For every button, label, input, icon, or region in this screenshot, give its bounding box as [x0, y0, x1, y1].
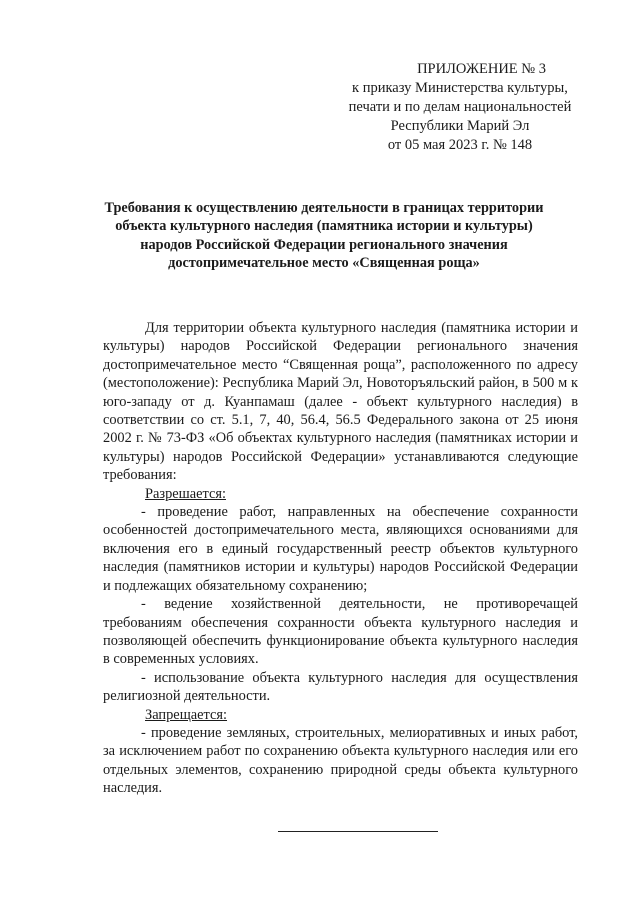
- appendix-order-date: от 05 мая 2023 г. № 148: [387, 137, 533, 153]
- allowed-heading: Разрешается:: [145, 485, 226, 502]
- document-body: [103, 319, 578, 798]
- title-line-1: Требования к осуществлению деятельности в границах территории: [104, 200, 544, 216]
- appendix-number: ПРИЛОЖЕНИЕ № 3: [417, 61, 546, 77]
- allowed-item: - ведение хозяйственной деятельности, не противоречащей требованиям обеспечения сохранности объекта культурного наследия и позволяющей обеспечить функционирование объекта культурного наследия в современных условиях.: [103, 596, 578, 668]
- prohibited-item: - проведение земляных, строительных, мелиоративных и иных работ, за исключением работ по сохранению объекта культурного наследия или его отдельных элементов, сохранению природной среды объекта культурного наследия.: [103, 724, 578, 797]
- document-title: [70, 199, 578, 272]
- prohibited-heading: Запрещается:: [145, 706, 228, 723]
- appendix-order-line-1: к приказу Министерства культуры,: [352, 80, 568, 96]
- closing-rule: [278, 831, 438, 832]
- title-line-2: объекта культурного наследия (памятника истории и культуры): [115, 218, 533, 235]
- appendix-header: [330, 60, 590, 155]
- title-line-3: народов Российской Федерации регионального значения: [140, 236, 508, 253]
- intro-paragraph: Для территории объекта культурного наследия (памятника истории и культуры) народов Российской Федерации регионального значения достопримечательное место “Священная роща”, расположенного по адресу (местоположение): Республика Марий Эл, Новоторъяльский район, в 500 м к юго-западу от д. Куанпамаш (далее - объект культурного наследия) в соответствии со ст. 5.1, 7, 40, 56.4, 56.5 Федерального закона от 25 июня 2002 г. № 73-ФЗ «Об объектах культурного наследия (памятниках истории и культуры) народов Российской Федерации» устанавливаются следующие требования:: [103, 320, 578, 484]
- appendix-order-line-2: печати и по делам национальностей: [348, 99, 572, 115]
- allowed-item: - проведение работ, направленных на обеспечение сохранности особенностей достопримечательного места, являющихся основаниями для включения его в единый государственный реестр объектов культурного наследия (памятников истории и культуры) народов Российской Федерации и подлежащих обязательному сохранению;: [103, 504, 578, 594]
- title-line-4: достопримечательное место «Священная роща»: [168, 254, 480, 271]
- allowed-item: - использование объекта культурного наследия для осуществления религиозной деятельности.: [103, 669, 578, 705]
- appendix-order-line-3: Республики Марий Эл: [390, 118, 530, 134]
